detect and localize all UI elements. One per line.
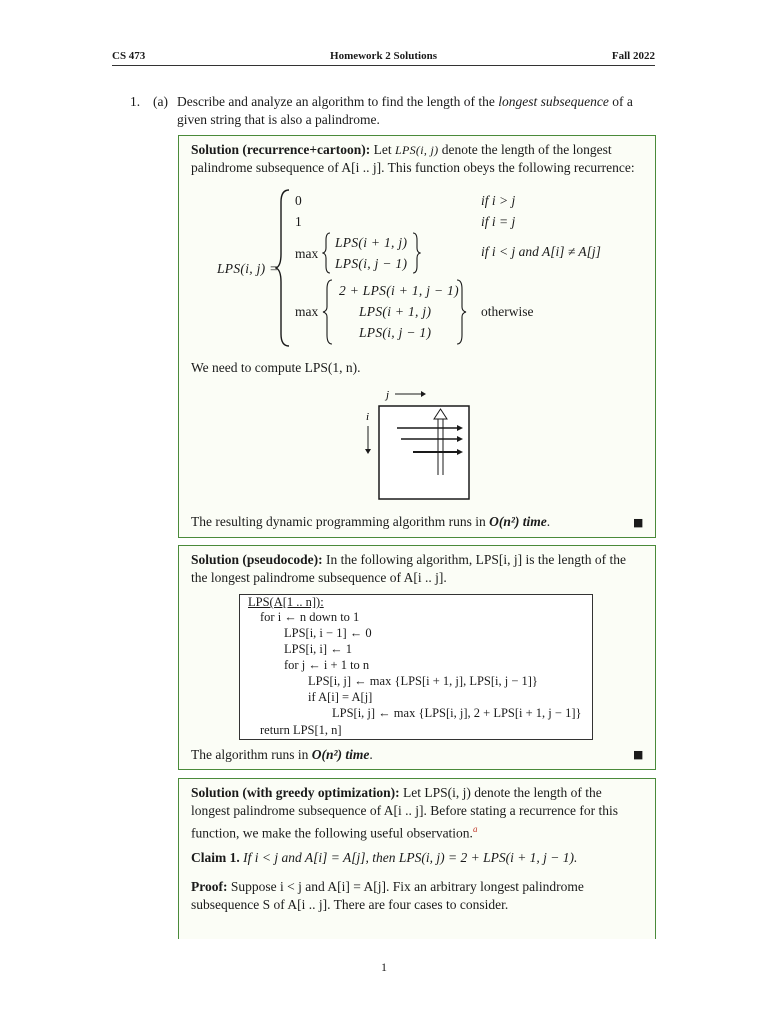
page-number: 1 (381, 960, 387, 974)
solution-title: Solution (recurrence+cartoon): (191, 142, 371, 157)
problem-text-line1: Describe and analyze an algorithm to find the length of the longest subsequence of a (177, 94, 633, 109)
footnote-marker[interactable]: a (472, 824, 478, 834)
solution-pseudocode-box (178, 545, 656, 770)
proof-line1: Proof: Suppose i < j and A[i] = A[j]. Fix an arbitrary longest palindrome (191, 879, 584, 894)
document-title: Homework 2 Solutions (330, 50, 437, 62)
claim-text: If i < j and A[i] = A[j], then LPS(i, j) = 2 + LPS(i + 1, j − 1). (239, 850, 578, 865)
recurrence-lhs: LPS(i, j) = (217, 261, 279, 276)
diagram-j-label: j (386, 389, 390, 401)
case1-condition: if i > j (481, 193, 516, 208)
problem-text-line2: given string that is also a palindrome. (177, 112, 380, 127)
claim (191, 849, 577, 867)
case2-condition: if i = j (481, 214, 516, 229)
code-line-8: LPS[i, j] ← max {LPS[i, j], 2 + LPS[i + 1, j − 1]} (332, 706, 582, 720)
code-line-5: for j ← i + 1 to n (284, 658, 370, 672)
code-line-9: return LPS[1, n] (260, 723, 342, 737)
case3-option-b: LPS(i, j − 1) (335, 256, 408, 271)
proof-label: Proof: (191, 879, 228, 894)
term: Fall 2022 (611, 50, 655, 62)
case4-open-brace-icon (322, 279, 334, 345)
solution-intro-line1: Solution (recurrence+cartoon): Let LPS(i, j) denote the length of the longest (191, 142, 612, 157)
pseudocode-intro-line1: Solution (pseudocode): In the following algorithm, LPS[i, j] is the length of the (191, 552, 626, 567)
code-line-4: LPS[i, i] ← 1 (284, 642, 353, 656)
case3-max: max (295, 246, 319, 261)
qed-icon: ■ (633, 516, 644, 529)
case3-open-brace-icon (322, 232, 332, 274)
qed-icon: ■ (633, 748, 644, 761)
course-code: CS 473 (112, 50, 146, 62)
solution-greedy-box (178, 778, 656, 939)
code-line-7: if A[i] = A[j] (308, 690, 373, 704)
code-line-3: LPS[i, i − 1] ← 0 (284, 626, 372, 640)
solution-title: Solution (with greedy optimization): (191, 785, 400, 800)
code-line-2: for i ← n down to 1 (260, 610, 360, 624)
solution-title: Solution (pseudocode): (191, 552, 323, 567)
claim-label: Claim 1. (191, 850, 240, 865)
header-rule (112, 65, 655, 66)
proof-line2: subsequence S of A[i .. j]. There are four cases to consider. (191, 897, 509, 912)
case2-value: 1 (295, 214, 302, 229)
runtime-bound: O(n²) time (311, 747, 370, 762)
greedy-intro-line3: function, we make the following useful observation.$^a$ (191, 824, 478, 841)
dp-table-diagram (359, 386, 479, 504)
case4-condition: otherwise (481, 304, 534, 319)
case4-max: max (295, 304, 319, 319)
greedy-intro-line1: Solution (with greedy optimization): Let LPS(i, j) denote the length of the (191, 785, 602, 800)
code-line-1: LPS(A[1 .. n]): (248, 595, 324, 609)
page-header (112, 50, 655, 66)
case4-option-c: LPS(i, j − 1) (359, 325, 432, 340)
case4-option-b: LPS(i + 1, j) (359, 304, 432, 319)
case3-option-a: LPS(i + 1, j) (335, 235, 408, 250)
solution-recurrence-box (178, 135, 656, 538)
case3-condition: if i < j and A[i] ≠ A[j] (481, 244, 601, 259)
case1-value: 0 (295, 193, 302, 208)
pseudocode-listing (239, 594, 593, 740)
solution-intro-line2: palindrome subsequence of A[i .. j]. This function obeys the following recurrence: (191, 160, 635, 175)
problem-part: (a) (153, 94, 168, 109)
compute-target: We need to compute LPS(1, n). (191, 360, 361, 375)
emphasis: longest subsequence (498, 94, 609, 109)
runtime-bound: O(n²) time (489, 514, 547, 529)
case4-option-a: 2 + LPS(i + 1, j − 1) (339, 283, 459, 298)
left-brace-icon (275, 188, 293, 348)
diagram-i-label: i (366, 411, 370, 423)
case4-close-brace-icon (455, 279, 467, 345)
greedy-intro-line2: longest palindrome subsequence of A[i .. j]. Before stating a recurrence for this (191, 803, 618, 818)
case3-close-brace-icon (411, 232, 421, 274)
runtime-statement: The algorithm runs in O(n²) time. (191, 747, 373, 762)
runtime-statement: The resulting dynamic programming algorithm runs in O(n²) time. (191, 514, 551, 529)
code-line-6: LPS[i, j] ← max {LPS[i + 1, j], LPS[i, j − 1]} (308, 674, 538, 688)
pseudocode-intro-line2: the longest palindrome subsequence of A[i .. j]. (191, 570, 447, 585)
problem-number: 1. (130, 94, 141, 109)
